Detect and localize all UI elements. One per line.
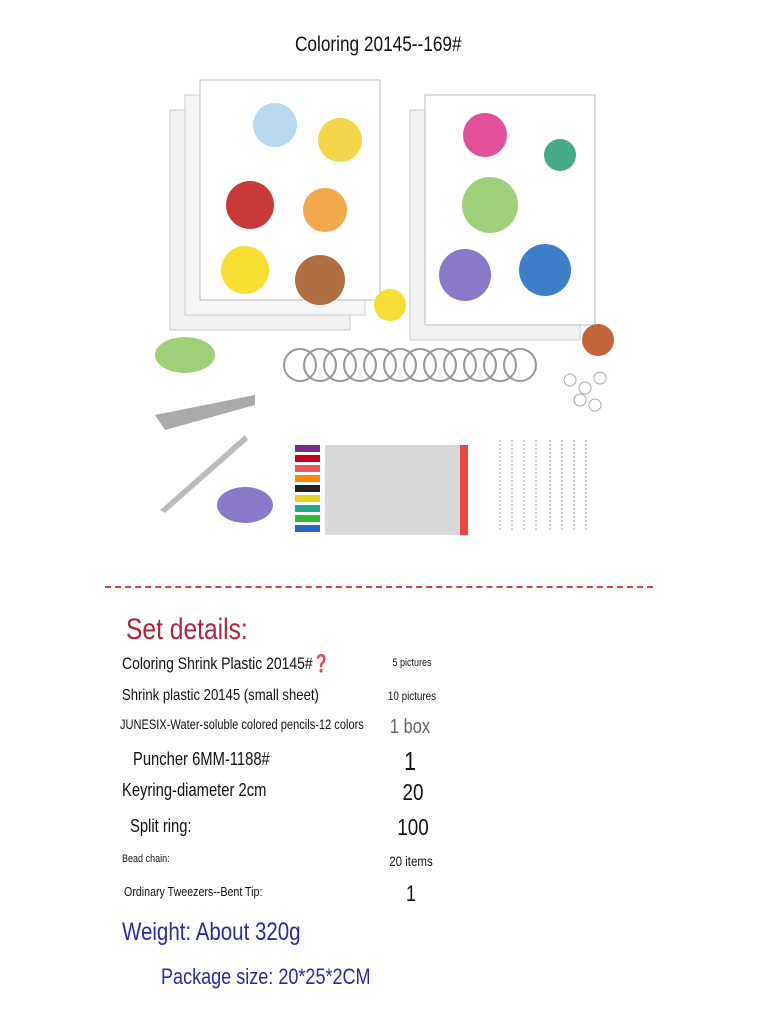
item-qty: 20 — [402, 779, 424, 805]
hole-puncher — [155, 395, 255, 430]
item-name: Keyring-diameter 2cm — [122, 780, 267, 800]
weight-info: Weight: About 320g — [122, 918, 301, 946]
owl-charm — [582, 324, 614, 356]
item-name: Puncher 6MM-1188# — [133, 749, 270, 769]
item-qty: 1 — [405, 881, 417, 906]
hippo-charm — [217, 487, 273, 523]
duck-charm — [374, 289, 406, 321]
item-name: Ordinary Tweezers--Bent Tip: — [124, 884, 263, 899]
item-qty: 1 box — [389, 716, 431, 738]
item-name: Coloring Shrink Plastic 20145#❓ — [122, 654, 330, 673]
product-title: Coloring 20145--169# — [295, 33, 462, 56]
bead-chains — [500, 440, 586, 530]
item-qty: 10 pictures — [387, 689, 437, 703]
colored-pencils — [325, 445, 468, 535]
elephant-charm — [155, 337, 215, 373]
markers — [295, 445, 320, 532]
product-illustration — [140, 70, 660, 550]
dashed-divider — [105, 586, 653, 588]
item-name: Split ring: — [130, 816, 192, 836]
sheet-stack-right — [410, 95, 595, 340]
item-name: Shrink plastic 20145 (small sheet) — [122, 687, 319, 704]
item-qty: 100 — [397, 814, 429, 840]
item-qty: 5 pictures — [392, 657, 432, 669]
sheet-stack-left — [170, 80, 380, 330]
item-name: JUNESIX-Water-soluble colored pencils-12 colors — [120, 717, 364, 732]
item-name: Bead chain: — [122, 853, 170, 865]
item-qty: 1 — [404, 746, 416, 776]
keyrings — [284, 349, 536, 381]
set-details-heading: Set details: — [126, 613, 248, 646]
split-rings — [564, 372, 606, 411]
item-qty: 20 items — [389, 853, 433, 869]
package-size-info: Package size: 20*25*2CM — [161, 964, 371, 989]
